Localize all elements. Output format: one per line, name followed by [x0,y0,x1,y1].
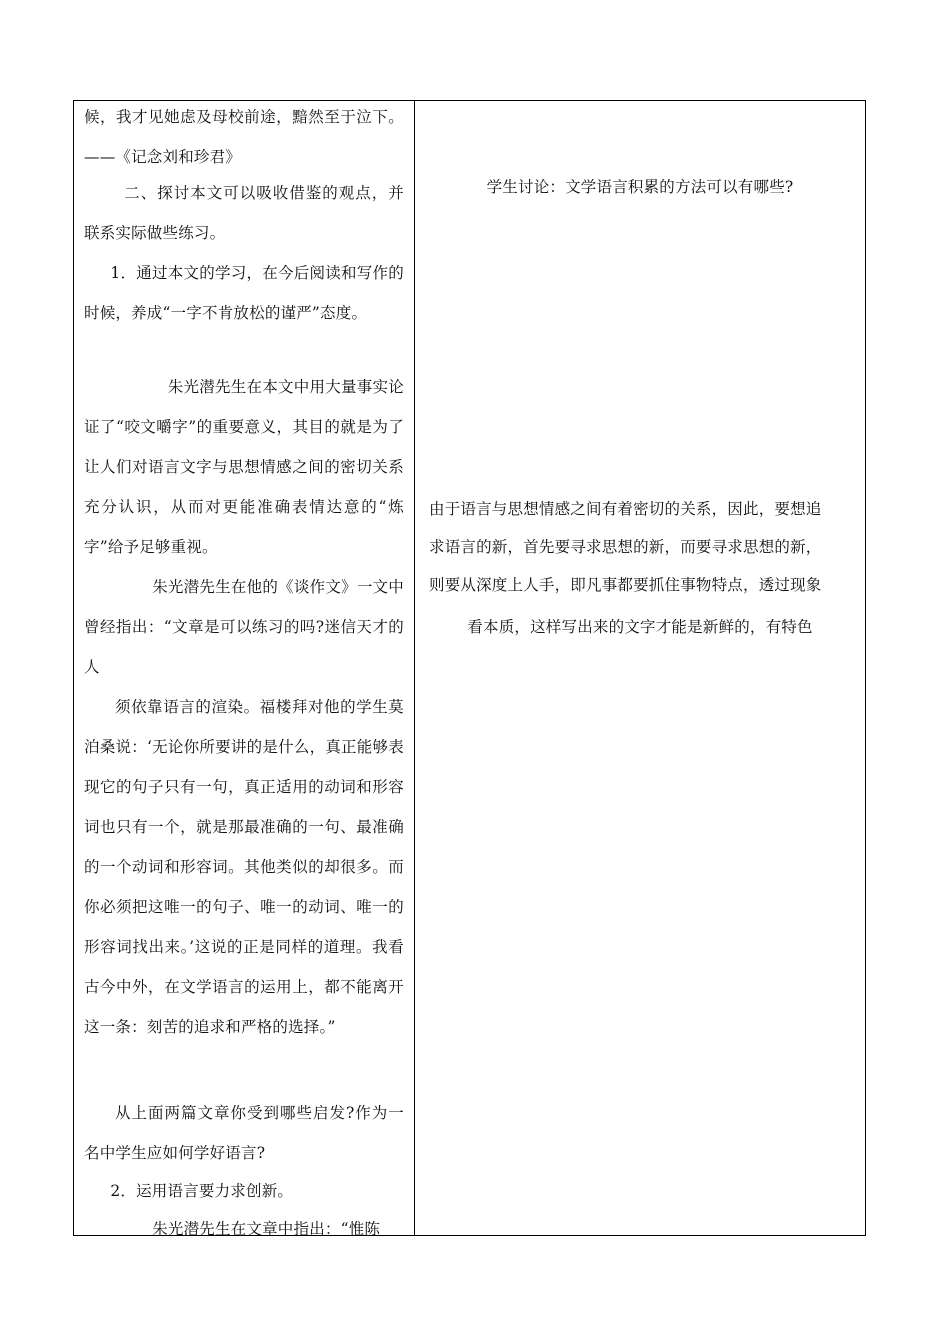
answer-line-3: 则要从深度上人手，即凡事都要抓住事物特点，透过现象 [429,576,822,594]
paragraph-tan-zuowen: 朱光潜先生在他的《谈作文》一文中曾经指出：“文章是可以练习的吗?迷信天才的人 [84,578,404,676]
discussion-prompt: 学生讨论：文学语言积累的方法可以有哪些? [486,178,794,196]
paragraph-zhu-argument: 朱光潜先生在本文中用大量事实论证了“咬文嚼字”的重要意义，其目的就是为了让人们对语言文字与思想情感之间的密切关系充分认识，从而对更能准确表情达意的“炼字”给予足够重视。 [84,378,404,556]
left-column [74,101,414,1235]
paragraph-inspiration-question: 从上面两篇文章你受到哪些启发?作为一名中学生应如何学好语言? [84,1104,404,1162]
paragraph-section-two: 二、探讨本文可以吸收借鉴的观点，并联系实际做些练习。 [84,184,404,242]
answer-line-4: 看本质，这样写出来的文字才能是新鲜的，有特色 [467,618,813,636]
right-column [415,101,865,1235]
answer-line-1: 由于语言与思想情感之间有着密切的关系，因此，要想追 [429,500,822,518]
paragraph-zhu-innovation: 朱光潜先生在文章中指出：“惟陈 [152,1220,381,1235]
paragraph-point-two: 2．运用语言要力求创新。 [110,1182,294,1200]
answer-line-2: 求语言的新，首先要寻求思想的新，而要寻求思想的新， [429,538,822,556]
paragraph-flaubert-quote: 须依靠语言的渲染。福楼拜对他的学生莫泊桑说：‘无论你所要讲的是什么，真正能够表现它的句子只有一句，真正适用的动词和形容词也只有一个，就是那最准确的一句、最准确的一个动词和形容词。其他类似的却很多。而你必须把这唯一的句子、唯一的动词、唯一的形容词找出来。’这说的正是同样的道理。我看古今中外，在文学语言的运用上，都不能离开这一条：刻苦的追求和严格的选择。” [84,698,404,1036]
paragraph-point-one: 1．通过本文的学习，在今后阅读和写作的时候，养成“一字不肯放松的谨严”态度。 [84,264,404,322]
paragraph-memorial-quote: 候，我才见她虑及母校前途，黯然至于泣下。——《记念刘和珍君》 [84,108,404,166]
content-table [73,100,866,1236]
